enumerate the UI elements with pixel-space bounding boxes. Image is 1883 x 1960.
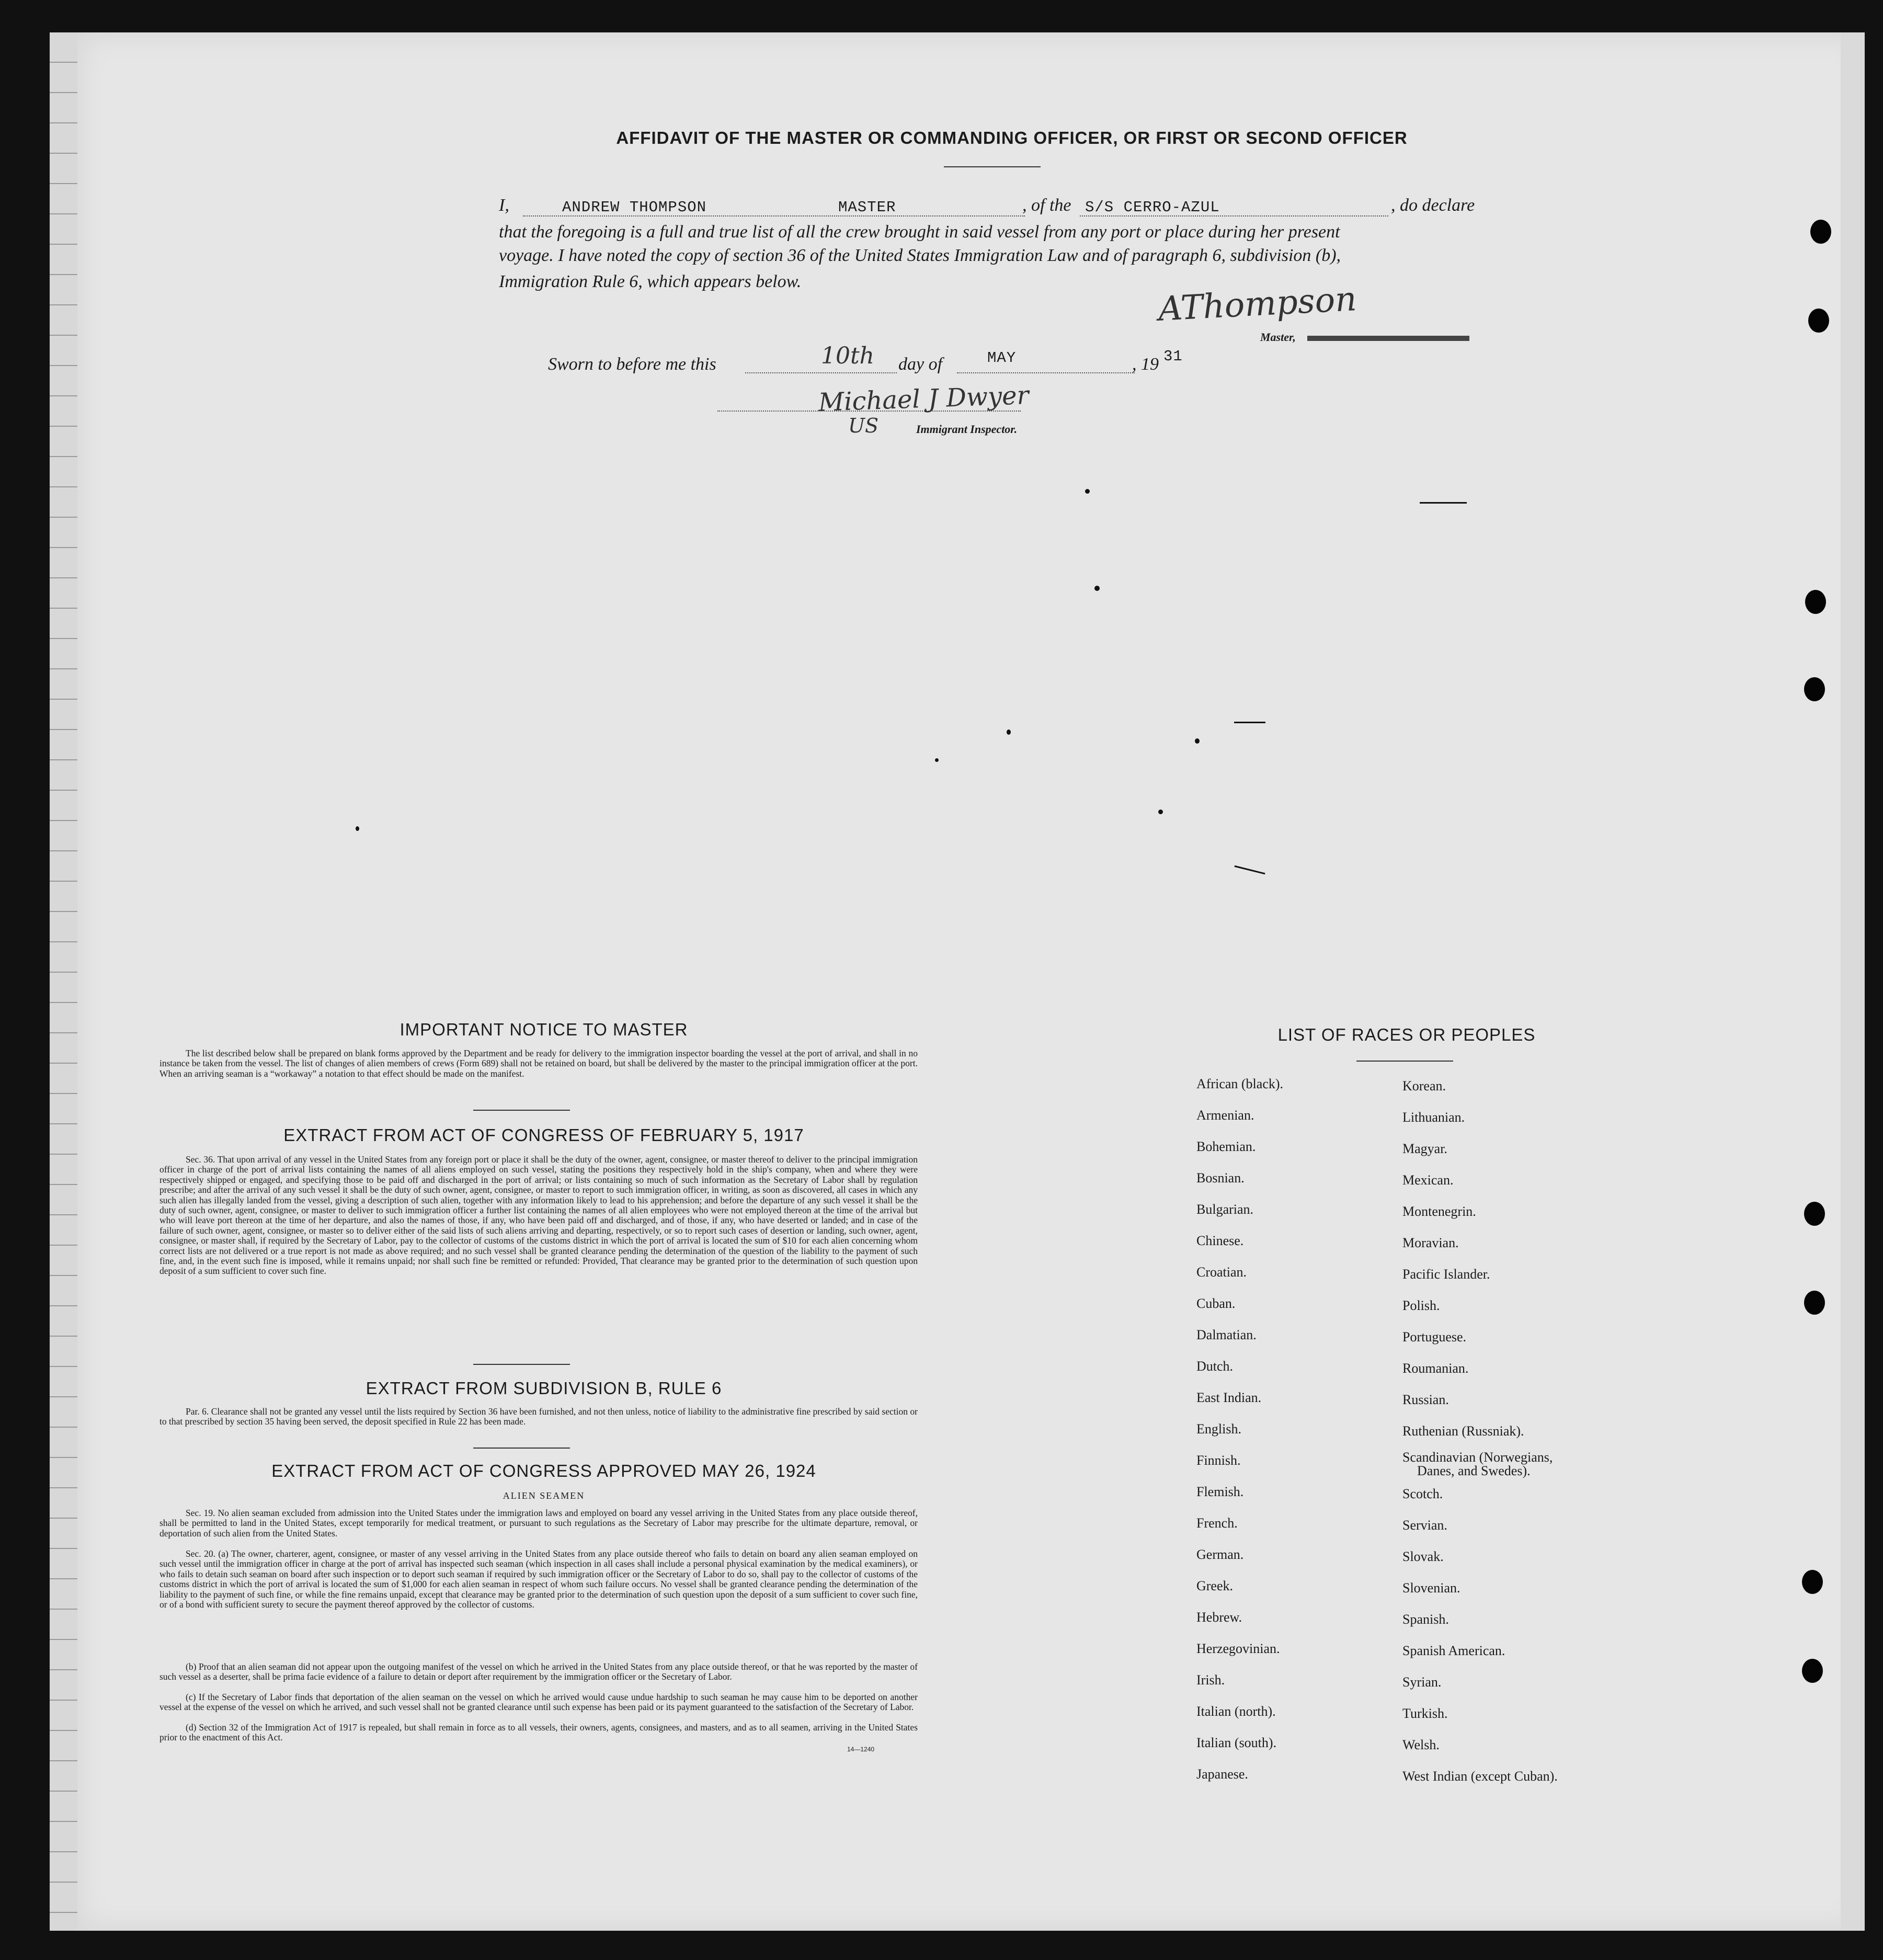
day-of-label: day of xyxy=(898,355,943,374)
notice-text: The list described below shall be prepared on blank forms approved by the Department and be ready for delivery to the immigration inspector boarding the vessel at the port of arrival, and shall in no instance be taken from the vessel. The list of changes of alien members of crews (Form 689) shall not be retained on board, but shall be delivered by the master to the principal immigration officer at the port. When an arriving seaman is a “workaway” a notation to that effect should be made on the manifest. xyxy=(159,1048,918,1079)
punch-hole xyxy=(1804,1202,1825,1226)
race-item: Armenian. xyxy=(1196,1108,1254,1123)
ink-speck xyxy=(356,826,359,831)
race-item: Magyar. xyxy=(1402,1141,1447,1156)
race-item: Danes, and Swedes). xyxy=(1417,1463,1531,1478)
inspector-caption: Immigrant Inspector. xyxy=(916,423,1018,436)
extract-1917-title: EXTRACT FROM ACT OF CONGRESS OF FEBRUARY 5, 1917 xyxy=(283,1125,804,1145)
sworn-month-line xyxy=(957,372,1135,373)
race-item: English. xyxy=(1196,1421,1241,1437)
races-divider xyxy=(1356,1061,1453,1062)
race-item: Korean. xyxy=(1402,1078,1446,1093)
race-item: Dutch. xyxy=(1196,1359,1234,1374)
punch-hole xyxy=(1804,1291,1825,1315)
race-item: Scotch. xyxy=(1402,1486,1443,1501)
notice-divider xyxy=(473,1110,570,1111)
race-item: Servian. xyxy=(1402,1518,1447,1533)
race-item: Spanish. xyxy=(1402,1612,1449,1627)
ink-speck xyxy=(1234,722,1265,723)
race-item: Lithuanian. xyxy=(1402,1110,1465,1125)
race-item: Moravian. xyxy=(1402,1235,1459,1250)
punch-hole xyxy=(1802,1659,1823,1683)
extract-1924-subtitle: ALIEN SEAMEN xyxy=(503,1490,585,1501)
race-item: Bohemian. xyxy=(1196,1139,1256,1154)
extract-rule6-divider xyxy=(473,1448,570,1449)
race-item: Ruthenian (Russniak). xyxy=(1402,1423,1524,1439)
officer-name: ANDREW THOMPSON xyxy=(562,199,707,216)
race-item: Dalmatian. xyxy=(1196,1327,1257,1342)
officer-rank: MASTER xyxy=(838,199,896,216)
race-item: Herzegovinian. xyxy=(1196,1641,1280,1656)
race-item: Mexican. xyxy=(1402,1172,1454,1188)
race-item: French. xyxy=(1196,1515,1238,1531)
race-item: Montenegrin. xyxy=(1402,1204,1476,1219)
inspector-prefix: US xyxy=(848,414,879,437)
punch-hole xyxy=(1808,309,1829,333)
of-the-label: , of the xyxy=(1022,196,1071,215)
race-item: Slovak. xyxy=(1402,1549,1444,1564)
title-divider xyxy=(944,166,1041,167)
affidavit-line-4: Immigration Rule 6, which appears below. xyxy=(499,272,802,291)
notice-title: IMPORTANT NOTICE TO MASTER xyxy=(400,1020,688,1039)
sec20d-text: (d) Section 32 of the Immigration Act of 1917 is repealed, but shall remain in force as to all vessels, their owners, agents, consignees, and masters, and as to all seamen, arriving in the United States prior to the enactment of this Act. xyxy=(159,1722,918,1743)
race-item: Roumanian. xyxy=(1402,1361,1469,1376)
extract-1924-title: EXTRACT FROM ACT OF CONGRESS APPROVED MAY 26, 1924 xyxy=(271,1461,816,1480)
race-item: Bosnian. xyxy=(1196,1170,1245,1186)
form-number: 14—1240 xyxy=(847,1746,875,1753)
races-title: LIST OF RACES OR PEOPLES xyxy=(1277,1025,1536,1044)
sec20c-text: (c) If the Secretary of Labor finds that deportation of the alien seaman on the vessel on which he arrived would cause undue hardship to such seaman he may cause him to be deported on another vessel at the expense of the vessel on which he arrived, and such vessel shall not be granted clearance until such expense has been paid or its payment guaranteed to the satisfaction of the Secretary of Labor. xyxy=(159,1692,918,1713)
inspector-signature: Michael J Dwyer xyxy=(818,380,1030,418)
ledger-strip xyxy=(50,32,79,1931)
race-item: Italian (south). xyxy=(1196,1735,1277,1750)
sworn-year: 31 xyxy=(1163,348,1183,365)
race-item: West Indian (except Cuban). xyxy=(1402,1769,1558,1784)
extract-1917-text: Sec. 36. That upon arrival of any vessel in the United States from any foreign port or place it shall be the duty of the owner, agent, consignee, or master thereof to deliver to the principal immigration officer in charge of the port of arrival lists containing the names of all aliens employed on such vessel, stating the positions they respectively hold in the ship's company, when and where they were respectively shipped or engaged, and specifying those to be paid off and discharged in the port of arrival; or lists containing so much of such information as the Secretary of Labor shall by regulation prescribe; and after the arrival of any such vessel it shall be the duty of such owner, agent, consignee, or master to report to such immigration officer, in writing, as soon as discovered, all cases in which any such alien has illegally landed from the vessel, giving a description of such alien, together with any information likely to lead to his apprehension; and before the departure of any such vessel it shall be the duty of such owner, agent, consignee, or master to deliver to such immigration officer a further list containing the names of all alien employees who were not employed thereon at the time of the arrival but who will leave port thereon at the time of her departure, and also the names of those, if any, who have been paid off and discharged, and of those, if any, who have deserted or landed; and in case of the failure of such owner, agent, consignee, or master so to deliver either of the said lists of such aliens arriving and departing, respectively, or so to report such cases of desertion or landing, such owner, agent, consignee, or master shall, if required by the Secretary of Labor, pay to the collector of customs of the customs district in which the port of arrival is located the sum of $10 for each alien concerning whom correct lists are not delivered or a true report is not made as above required; and no such vessel shall be granted clearance pending the determination of the question of the liability to the payment of such fine, and, in the event such fine is imposed, while it remains unpaid; nor shall such fine be remitted or refunded: Provided, That clearance may be granted prior to the determination of such question upon deposit of a sum sufficient to cover such fine. xyxy=(159,1154,918,1277)
race-item: Flemish. xyxy=(1196,1484,1244,1499)
extract-rule6-title: EXTRACT FROM SUBDIVISION B, RULE 6 xyxy=(366,1378,722,1398)
race-item: Finnish. xyxy=(1196,1453,1241,1468)
page-edge xyxy=(1841,32,1865,1931)
race-item: German. xyxy=(1196,1547,1244,1562)
race-item: Portuguese. xyxy=(1402,1329,1467,1344)
affidavit-line-2: that the foregoing is a full and true list of all the crew brought in said vessel from any port or place during her present xyxy=(499,222,1340,242)
race-item: East Indian. xyxy=(1196,1390,1262,1405)
vessel-name: S/S CERRO-AZUL xyxy=(1085,199,1220,216)
extract-rule6-text: Par. 6. Clearance shall not be granted any vessel until the lists required by Section 36 have been furnished, and not then unless, notice of liability to the administrative fine prescribed by said section or to that prescribed by section 35 having been served, the deposit specified in Rule 22 has been made. xyxy=(159,1406,918,1427)
ink-speck xyxy=(1094,586,1100,591)
sworn-label: Sworn to before me this xyxy=(548,355,716,374)
race-item: Russian. xyxy=(1402,1392,1449,1407)
sworn-day-line xyxy=(745,372,897,373)
ink-speck xyxy=(1007,730,1011,735)
race-item: Japanese. xyxy=(1196,1767,1248,1782)
ink-speck xyxy=(1420,502,1467,504)
punch-hole xyxy=(1805,590,1826,614)
race-item: Hebrew. xyxy=(1196,1610,1242,1625)
struck-title xyxy=(1307,336,1469,341)
sec20b-text: (b) Proof that an alien seaman did not appear upon the outgoing manifest of the vessel on which he arrived in the United States from any place outside thereof, or that he was reported by the master of such vessel as a deserter, shall be prima facie evidence of a failure to detain or deport after requirement by the immigration officer or the Secretary of Labor. xyxy=(159,1661,918,1682)
year-prefix: , 19 xyxy=(1132,355,1159,374)
race-item: Slovenian. xyxy=(1402,1580,1460,1596)
race-item: Turkish. xyxy=(1402,1706,1448,1721)
race-item: Spanish American. xyxy=(1402,1643,1505,1658)
race-item: Scandinavian (Norwegians, xyxy=(1402,1450,1553,1465)
ink-speck xyxy=(1158,810,1163,814)
race-item: Cuban. xyxy=(1196,1296,1236,1311)
sec20a-text: Sec. 20. (a) The owner, charterer, agent, consignee, or master of any vessel arriving in the United States from any place outside thereof who fails to detain on board any alien seaman employed on such vessel until the immigration officer in charge at the port of arrival has inspected such seaman (which inspection in all cases shall include a personal physical examination by the medical examiners), or who fails to detain such seaman on board after such inspection or to deport such seaman if required by such immigration officer or the Secretary of Labor to do so, shall pay to the collector of customs of the customs district in which the port of arrival is located the sum of $1,000 for each alien seaman in respect of whom such failure occurs. No vessel shall be granted clearance pending the determination of the liability to the payment of such fine, or while the fine remains unpaid, except that clearance may be granted prior to the determination of such question upon the deposit of a sum sufficient to cover such fine, or of a bond with sufficient surety to secure the payment thereof approved by the collector of customs. xyxy=(159,1548,918,1610)
race-item: Welsh. xyxy=(1402,1737,1440,1752)
master-signature: AThompson xyxy=(1157,280,1358,329)
affidavit-line-3: voyage. I have noted the copy of section 36 of the United States Immigration Law and of paragraph 6, subdivision (b), xyxy=(499,246,1341,265)
ink-speck xyxy=(935,758,939,762)
affidavit-title: AFFIDAVIT OF THE MASTER OR COMMANDING OFFICER, OR FIRST OR SECOND OFFICER xyxy=(616,128,1408,147)
sworn-month: MAY xyxy=(987,349,1017,367)
race-item: Pacific Islander. xyxy=(1402,1267,1490,1282)
sec19-text: Sec. 19. No alien seaman excluded from admission into the United States under the immigration laws and employed on board any vessel arriving in the United States from any place outside thereof, shall be permitted to land in the United States, except temporarily for medical treatment, or pursuant to such regulations as the Secretary of Labor may prescribe for the ultimate departure, removal, or deportation of such alien from the United States. xyxy=(159,1508,918,1539)
race-item: Irish. xyxy=(1196,1672,1225,1688)
race-item: Italian (north). xyxy=(1196,1704,1276,1719)
race-item: Polish. xyxy=(1402,1298,1440,1313)
punch-hole xyxy=(1802,1570,1823,1594)
race-item: Greek. xyxy=(1196,1578,1234,1593)
do-declare-label: , do declare xyxy=(1391,196,1475,215)
punch-hole xyxy=(1804,677,1825,701)
race-item: Croatian. xyxy=(1196,1264,1247,1280)
i-label: I, xyxy=(499,196,509,215)
sworn-day: 10th xyxy=(821,343,875,369)
ink-speck xyxy=(1195,738,1200,744)
document-page xyxy=(77,32,1865,1931)
extract-1917-divider xyxy=(473,1364,570,1365)
race-item: African (black). xyxy=(1196,1076,1284,1091)
punch-hole xyxy=(1810,220,1831,244)
ink-speck xyxy=(1085,489,1090,494)
race-item: Bulgarian. xyxy=(1196,1202,1254,1217)
master-caption: Master, xyxy=(1260,331,1296,344)
race-item: Chinese. xyxy=(1196,1233,1244,1248)
race-item: Syrian. xyxy=(1402,1674,1442,1690)
